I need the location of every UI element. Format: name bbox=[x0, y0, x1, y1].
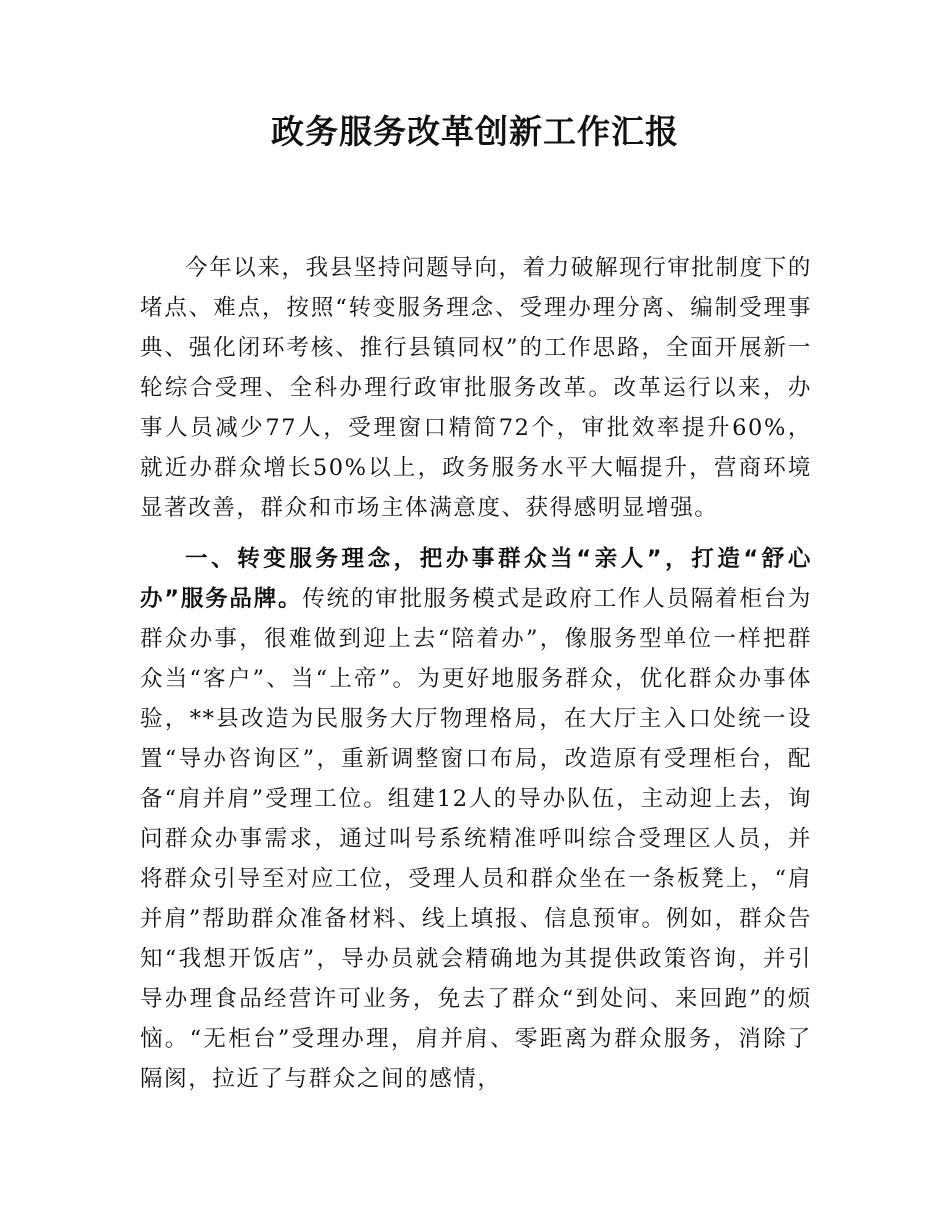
section-one-paragraph bbox=[140, 539, 812, 1099]
document-title: 政务服务改革创新工作汇报 bbox=[271, 112, 679, 151]
section-one-body: 传统的审批服务模式是政府工作人员隔着柜台为群众办事，很难做到迎上去“陪着办”，像服务型单位一样把群众当“客户”、当“上帝”。为更好地服务群众，优化群众办事体验，**县改造为民服务大厅物理格局，在大厅主入口处统一设置“导办咨询区”，重新调整窗口布局，改造原有受理柜台，配备“肩并肩”受理工位。组建12人的导办队伍，主动迎上去，询问群众办事需求，通过叫号系统精准呼叫综合受理区人员，并将群众引导至对应工位，受理人员和群众坐在一条板凳上，“肩并肩”帮助群众准备材料、线上填报、信息预审。例如，群众告知“我想开饭店”，导办员就会精确地为其提供政策咨询，并引导办理食品经营许可业务，免去了群众“到处问、来回跑”的烦恼。“无柜台”受理办理，肩并肩、零距离为群众服务，消除了隔阂，拉近了与群众之间的感情， bbox=[140, 586, 812, 1092]
intro-paragraph: 今年以来，我县坚持问题导向，着力破解现行审批制度下的堵点、难点，按照“转变服务理念、受理办理分离、编制受理事典、强化闭环考核、推行县镇同权”的工作思路，全面开展新一轮综合受理、全科办理行政审批服务改革。改革运行以来，办事人员减少77人，受理窗口精简72个，审批效率提升60%，就近办群众增长50%以上，政务服务水平大幅提升，营商环境显著改善，群众和市场主体满意度、获得感明显增强。 bbox=[140, 255, 812, 521]
section-one-heading: 一、转变服务理念，把办事群众当“亲人”，打造“舒心办”服务品牌。 bbox=[140, 546, 812, 612]
